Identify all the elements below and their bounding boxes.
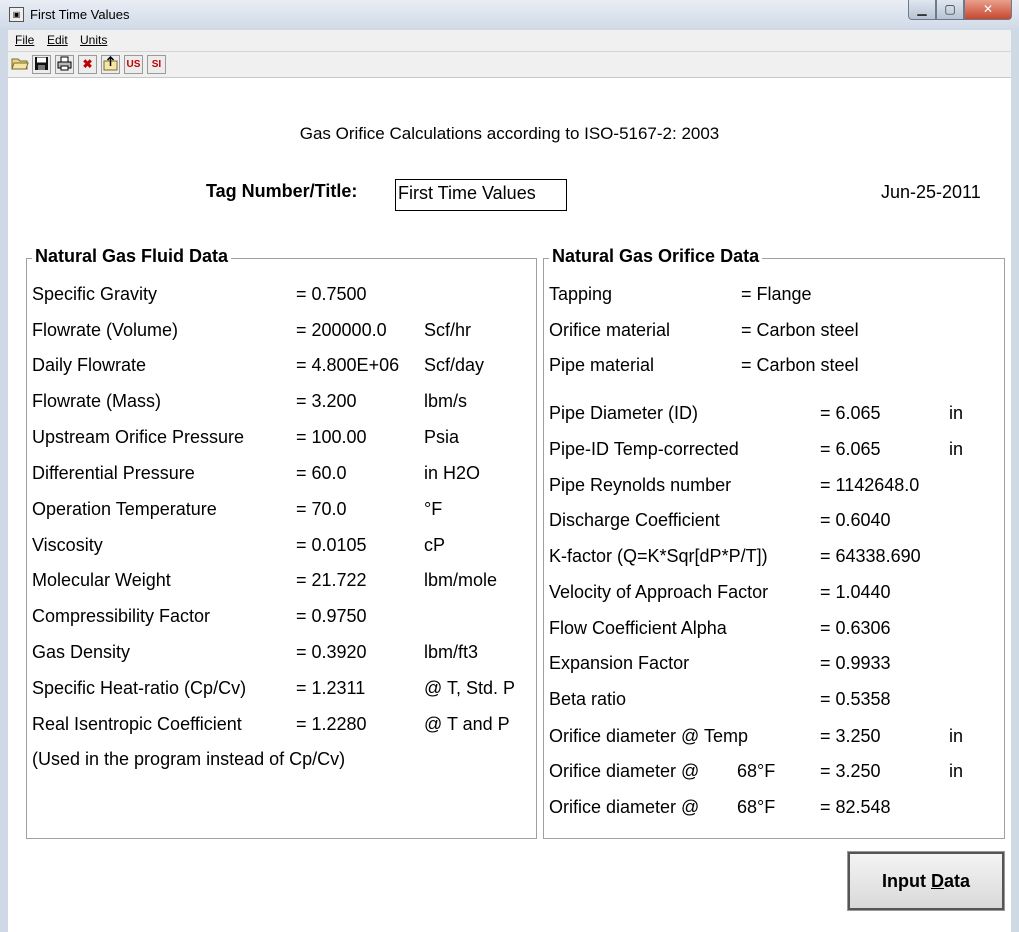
fluid-unit-upstream-pressure: Psia bbox=[424, 427, 460, 447]
menu-bar bbox=[8, 30, 1011, 52]
fluid-unit-daily-flowrate: Scf/day bbox=[424, 355, 485, 375]
export-icon[interactable] bbox=[101, 55, 120, 74]
orifice-value-beta-ratio: = 0.5358 bbox=[820, 689, 891, 709]
si-units-icon[interactable]: SI bbox=[147, 55, 166, 74]
page-title: Gas Orifice Calculations according to ISO-5167-2: 2003 bbox=[299, 124, 720, 143]
orifice-value-tapping: = Flange bbox=[741, 284, 812, 304]
fluid-value-differential-pressure: = 60.0 bbox=[296, 463, 347, 483]
input-data-label-pre: Input bbox=[882, 871, 931, 891]
orifice-unit-diameter-68f-in: in bbox=[949, 761, 964, 781]
tag-number-label: Tag Number/Title: bbox=[206, 181, 358, 201]
orifice-value-pipe-diameter: = 6.065 bbox=[820, 403, 881, 423]
toolbar bbox=[8, 52, 1011, 78]
fluid-value-flowrate-mass: = 3.200 bbox=[296, 391, 357, 411]
tag-number-field[interactable]: First Time Values bbox=[395, 179, 567, 211]
delete-icon[interactable]: ✖ bbox=[78, 55, 97, 74]
fluid-label-isentropic-coefficient: Real Isentropic Coefficient bbox=[32, 714, 242, 734]
fluid-label-viscosity: Viscosity bbox=[32, 535, 103, 555]
orifice-label-pipe-diameter: Pipe Diameter (ID) bbox=[549, 403, 699, 423]
fluid-value-operation-temperature: = 70.0 bbox=[296, 499, 347, 519]
fluid-value-upstream-pressure: = 100.00 bbox=[296, 427, 367, 447]
minimize-button[interactable]: ▁ bbox=[908, 0, 936, 20]
orifice-unit-diameter-temp: in bbox=[949, 726, 964, 746]
input-data-label-post: ata bbox=[943, 871, 970, 891]
fluid-label-molecular-weight: Molecular Weight bbox=[32, 570, 171, 590]
orifice-label-reynolds: Pipe Reynolds number bbox=[549, 475, 732, 495]
fluid-value-specific-gravity: = 0.7500 bbox=[296, 284, 367, 304]
orifice-value-diameter-temp: = 3.250 bbox=[820, 726, 881, 746]
app-icon[interactable]: ▣ bbox=[9, 7, 24, 22]
window-frame-left bbox=[0, 30, 8, 932]
orifice-label-flow-coefficient: Flow Coefficient Alpha bbox=[549, 618, 727, 638]
fluid-value-viscosity: = 0.0105 bbox=[296, 535, 367, 555]
orifice-label-diameter-68f-mm: Orifice diameter @ bbox=[549, 797, 700, 817]
input-data-label-mnemonic: D bbox=[930, 871, 944, 891]
orifice-value-pipe-material: = Carbon steel bbox=[741, 355, 859, 375]
fluid-label-operation-temperature: Operation Temperature bbox=[32, 499, 217, 519]
orifice-label-beta-ratio: Beta ratio bbox=[549, 689, 627, 709]
maximize-button[interactable]: ▢ bbox=[936, 0, 964, 20]
orifice-label-k-factor: K-factor (Q=K*Sqr[dP*P/T]) bbox=[549, 546, 768, 566]
fluid-label-flowrate-volume: Flowrate (Volume) bbox=[32, 320, 179, 340]
orifice-mid-diameter-68f-mm: 68°F bbox=[737, 797, 776, 817]
orifice-label-discharge-coefficient: Discharge Coefficient bbox=[549, 510, 720, 530]
fluid-value-molecular-weight: = 21.722 bbox=[296, 570, 367, 590]
orifice-label-pipe-material: Pipe material bbox=[549, 355, 655, 375]
fluid-unit-gas-density: lbm/ft3 bbox=[424, 642, 479, 662]
save-icon[interactable] bbox=[32, 55, 51, 74]
fluid-value-daily-flowrate: = 4.800E+06 bbox=[296, 355, 400, 375]
fluid-label-compressibility: Compressibility Factor bbox=[32, 606, 211, 626]
title-bar bbox=[0, 0, 1019, 31]
fluid-label-daily-flowrate: Daily Flowrate bbox=[32, 355, 147, 375]
menu-units[interactable]: Units bbox=[80, 33, 108, 47]
orifice-value-orifice-material: = Carbon steel bbox=[741, 320, 859, 340]
fluid-label-gas-density: Gas Density bbox=[32, 642, 131, 662]
orifice-label-diameter-temp: Orifice diameter @ Temp bbox=[549, 726, 749, 746]
orifice-value-velocity-approach: = 1.0440 bbox=[820, 582, 891, 602]
orifice-unit-pipe-diameter: in bbox=[949, 403, 964, 423]
fluid-value-heat-ratio: = 1.2311 bbox=[296, 678, 366, 698]
fluid-unit-molecular-weight: lbm/mole bbox=[424, 570, 498, 590]
fluid-value-gas-density: = 0.3920 bbox=[296, 642, 367, 662]
orifice-mid-diameter-68f-in: 68°F bbox=[737, 761, 776, 781]
orifice-value-expansion-factor: = 0.9933 bbox=[820, 653, 891, 673]
menu-edit[interactable]: Edit bbox=[47, 33, 68, 47]
fluid-value-flowrate-volume: = 200000.0 bbox=[296, 320, 387, 340]
fluid-unit-viscosity: cP bbox=[424, 535, 446, 555]
input-data-button[interactable] bbox=[848, 852, 1004, 910]
orifice-data-title: Natural Gas Orifice Data bbox=[549, 246, 762, 267]
fluid-unit-operation-temperature: °F bbox=[424, 499, 443, 519]
fluid-value-compressibility: = 0.9750 bbox=[296, 606, 367, 626]
orifice-value-reynolds: = 1142648.0 bbox=[820, 475, 920, 495]
orifice-label-pipe-id-temp: Pipe-ID Temp-corrected bbox=[549, 439, 739, 459]
orifice-value-pipe-id-temp: = 6.065 bbox=[820, 439, 881, 459]
orifice-value-flow-coefficient: = 0.6306 bbox=[820, 618, 891, 638]
close-button[interactable]: ✕ bbox=[964, 0, 1012, 20]
fluid-value-isentropic-coefficient: = 1.2280 bbox=[296, 714, 367, 734]
fluid-unit-isentropic-coefficient: @ T and P bbox=[424, 714, 510, 734]
us-units-icon[interactable]: US bbox=[124, 55, 143, 74]
orifice-value-discharge-coefficient: = 0.6040 bbox=[820, 510, 891, 530]
window-frame-right bbox=[1011, 30, 1019, 932]
fluid-label-upstream-pressure: Upstream Orifice Pressure bbox=[32, 427, 245, 447]
fluid-label-specific-gravity: Specific Gravity bbox=[32, 284, 158, 304]
orifice-label-diameter-68f-in: Orifice diameter @ bbox=[549, 761, 700, 781]
fluid-unit-heat-ratio: @ T, Std. P bbox=[424, 678, 515, 698]
fluid-unit-differential-pressure: in H2O bbox=[424, 463, 481, 483]
menu-file[interactable]: File bbox=[15, 33, 35, 47]
orifice-value-k-factor: = 64338.690 bbox=[820, 546, 921, 566]
fluid-label-heat-ratio: Specific Heat-ratio (Cp/Cv) bbox=[32, 678, 247, 698]
orifice-label-velocity-approach: Velocity of Approach Factor bbox=[549, 582, 769, 602]
print-icon[interactable] bbox=[55, 55, 74, 74]
orifice-unit-pipe-id-temp: in bbox=[949, 439, 964, 459]
fluid-unit-flowrate-volume: Scf/hr bbox=[424, 320, 472, 340]
window-title: First Time Values bbox=[30, 7, 130, 22]
orifice-label-tapping: Tapping bbox=[549, 284, 613, 304]
orifice-label-expansion-factor: Expansion Factor bbox=[549, 653, 690, 673]
orifice-label-orifice-material: Orifice material bbox=[549, 320, 671, 340]
fluid-label-differential-pressure: Differential Pressure bbox=[32, 463, 195, 483]
fluid-data-title: Natural Gas Fluid Data bbox=[32, 246, 231, 267]
date-label: Jun-25-2011 bbox=[881, 182, 981, 202]
fluid-unit-flowrate-mass: lbm/s bbox=[424, 391, 468, 411]
open-folder-icon[interactable] bbox=[10, 55, 29, 74]
orifice-value-diameter-68f-in: = 3.250 bbox=[820, 761, 881, 781]
orifice-value-diameter-68f-mm: = 82.548 bbox=[820, 797, 891, 817]
fluid-note: (Used in the program instead of Cp/Cv) bbox=[32, 749, 346, 769]
fluid-label-flowrate-mass: Flowrate (Mass) bbox=[32, 391, 162, 411]
